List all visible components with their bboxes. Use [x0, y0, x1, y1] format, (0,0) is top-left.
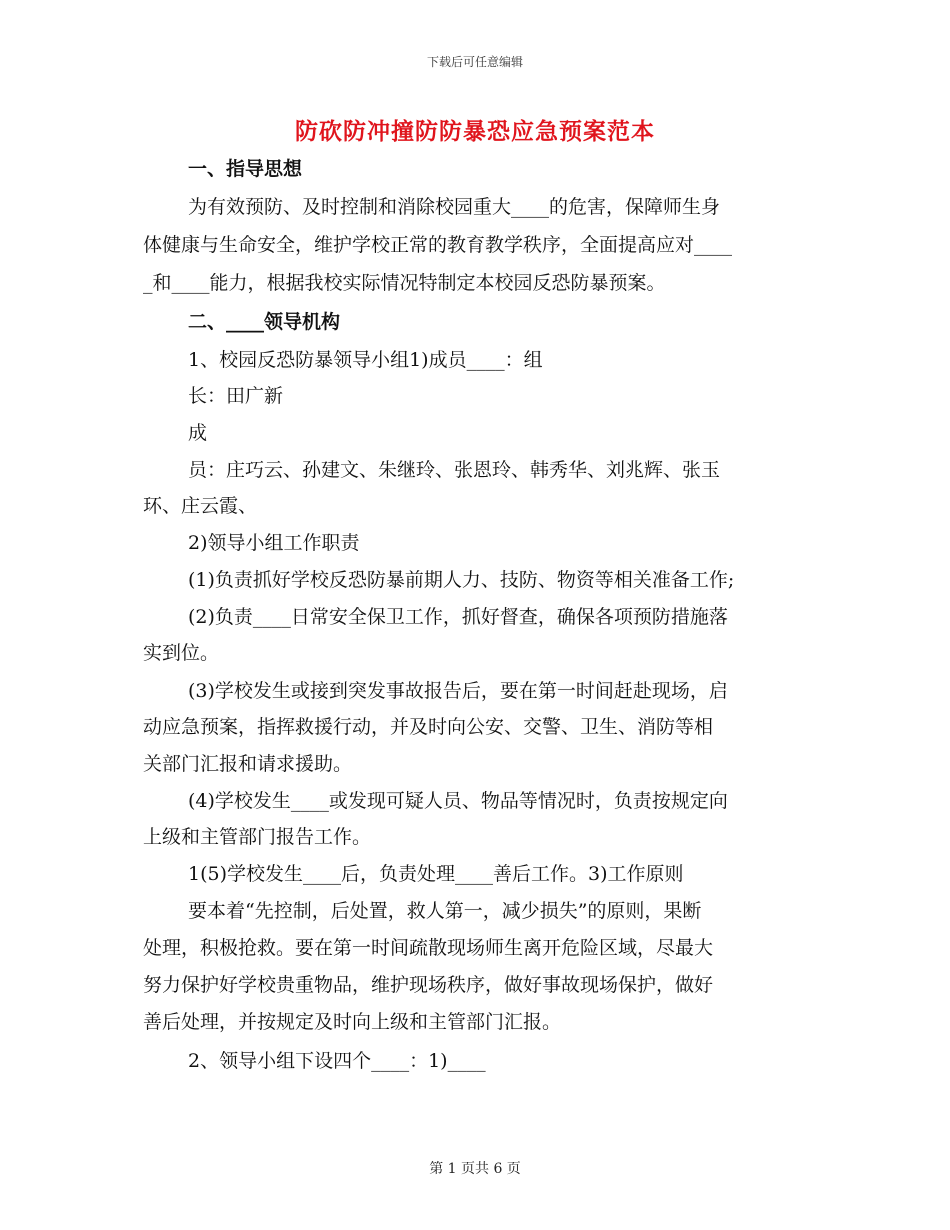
paragraph-line: 1(5)学校发生____后，负责处理____善后工作。3)工作原则	[188, 863, 684, 885]
page-header: 下载后可任意编辑	[426, 55, 523, 69]
section-heading-2: 二、____领导机构	[188, 311, 341, 333]
paragraph-line: 长：田广新	[188, 385, 284, 407]
paragraph-line: 善后处理，并按规定及时向上级和主管部门汇报。	[143, 1011, 562, 1033]
paragraph-line: 2)领导小组工作职责	[188, 532, 360, 554]
paragraph-line: 环、庄云霞、	[143, 495, 258, 517]
paragraph-line: 员：庄巧云、孙建文、朱继玲、张恩玲、韩秀华、刘兆辉、张玉	[188, 459, 721, 481]
paragraph-line: 为有效预防、及时控制和消除校园重大____的危害，保障师生身	[188, 196, 721, 218]
paragraph-line: (4)学校发生____或发现可疑人员、物品等情况时，负责按规定向	[188, 790, 728, 812]
paragraph-line: 处理，积极抢救。要在第一时间疏散现场师生离开危险区域，尽最大	[143, 937, 714, 959]
paragraph-line: (1)负责抓好学校反恐防暴前期人力、技防、物资等相关准备工作;	[188, 569, 735, 591]
paragraph-line: 体健康与生命安全，维护学校正常的教育教学秩序，全面提高应对____	[143, 234, 733, 256]
document-title: 防砍防冲撞防防暴恐应急预案范本	[295, 118, 655, 145]
paragraph-line: 2、领导小组下设四个____：1)____	[188, 1050, 486, 1072]
paragraph-line: 要本着“先控制，后处置，救人第一，减少损失”的原则，果断	[188, 900, 702, 922]
paragraph-line: 1、校园反恐防暴领导小组1)成员____：组	[188, 349, 543, 371]
page-footer: 第 1 页共 6 页	[429, 1161, 521, 1177]
paragraph-line: _和____能力，根据我校实际情况特制定本校园反恐防暴预案。	[143, 272, 666, 294]
paragraph-line: 关部门汇报和请求援助。	[143, 753, 353, 775]
paragraph-line: 动应急预案，指挥救援行动，并及时向公安、交警、卫生、消防等相	[143, 716, 714, 738]
paragraph-line: 努力保护好学校贵重物品，维护现场秩序，做好事故现场保护，做好	[143, 974, 714, 996]
section-heading-1: 一、指导思想	[188, 158, 303, 180]
paragraph-line: (2)负责____日常安全保卫工作，抓好督查，确保各项预防措施落	[188, 606, 728, 628]
paragraph-line: (3)学校发生或接到突发事故报告后，要在第一时间赶赴现场，启	[188, 680, 728, 702]
paragraph-line: 实到位。	[143, 642, 220, 664]
paragraph-line: 上级和主管部门报告工作。	[143, 826, 372, 848]
paragraph-line: 成	[188, 422, 208, 444]
